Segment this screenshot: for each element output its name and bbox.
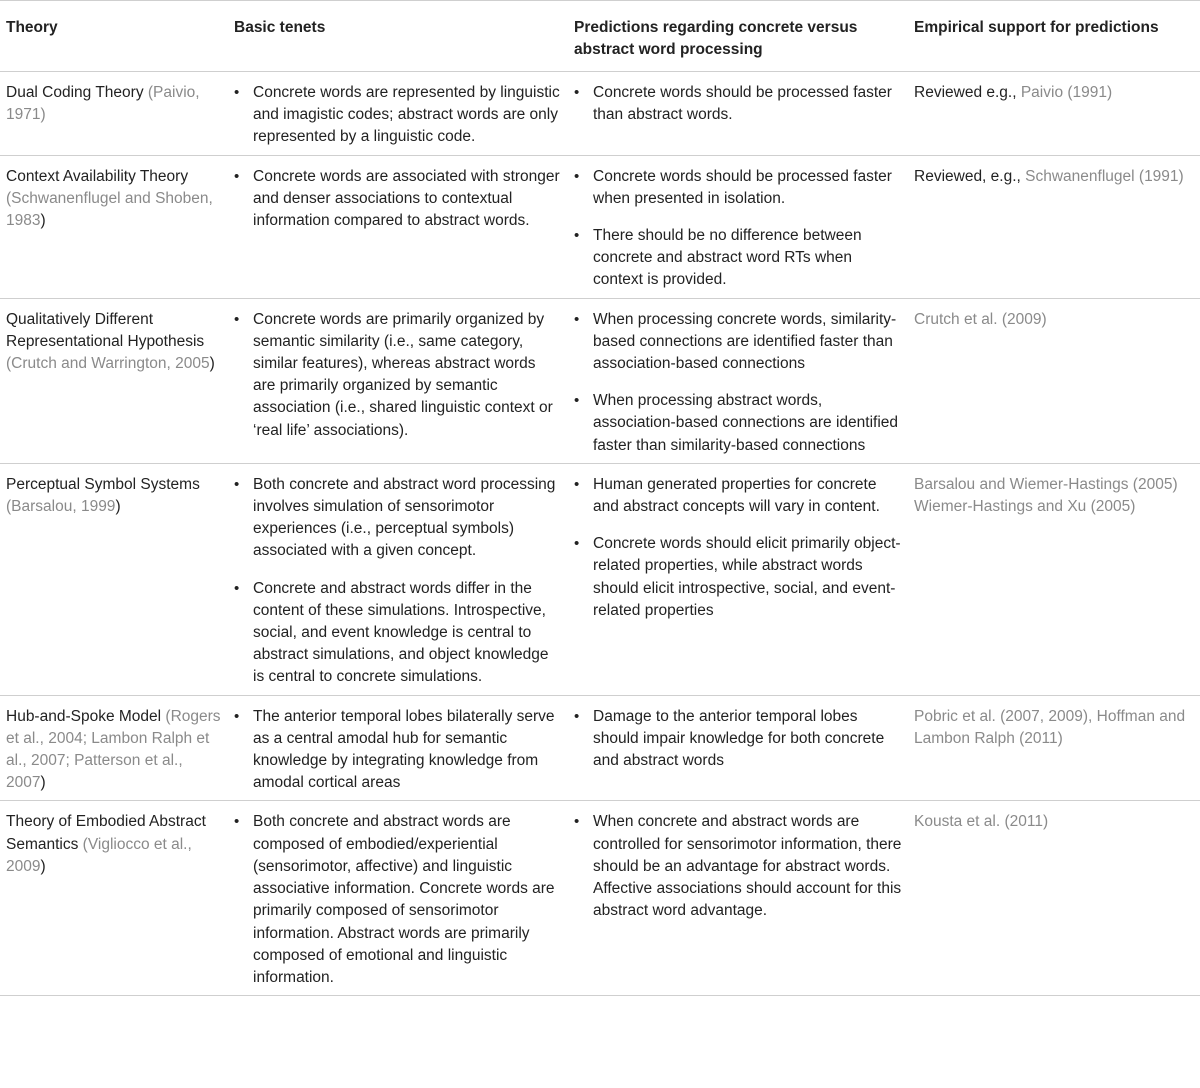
tenet-item: • Concrete words are primarily organized by semantic similarity (i.e., same category, similar features), whereas abstract words are primarily organized by semantic association (i.e., shared linguistic context or ‘real life’ associations).	[234, 309, 562, 442]
theory-citation: (Barsalou, 1999	[6, 498, 116, 516]
tenet-item: • Concrete words are represented by linguistic and imagistic codes; abstract words are only represented by a linguistic code.	[234, 82, 562, 149]
theory-citation-close: )	[115, 498, 121, 516]
theory-citation-close: )	[40, 774, 46, 792]
prediction-list	[574, 166, 902, 292]
tenet-cell	[228, 463, 568, 695]
tenet-item: • Concrete words are associated with stronger and denser associations to contextual information compared to abstract words.	[234, 166, 562, 233]
tenet-list	[234, 82, 562, 149]
table-row	[0, 801, 1200, 996]
theory-citation: (Paivio, 1971)	[6, 84, 200, 124]
support-cell	[908, 72, 1200, 156]
tenet-item: • The anterior temporal lobes bilaterally serve as a central amodal hub for semantic knowledge by integrating knowledge from amodal cortical areas	[234, 706, 562, 795]
theory-cell	[0, 801, 228, 996]
table-body	[0, 72, 1200, 996]
tenet-item: • Both concrete and abstract word processing involves simulation of sensorimotor experiences (i.e., perceptual symbols) associated with a given concept.	[234, 474, 562, 563]
theory-name: Qualitatively Different Representational Hypothesis	[6, 310, 205, 350]
theory-citation-close: )	[40, 857, 46, 875]
theory-cell	[0, 463, 228, 695]
support-cell	[908, 155, 1200, 298]
tenet-list	[234, 166, 562, 233]
theory-name: Hub-and-Spoke Model	[6, 707, 166, 725]
support-cell	[908, 801, 1200, 996]
header-row	[0, 1, 1200, 72]
prediction-list	[574, 309, 902, 457]
tenet-cell	[228, 155, 568, 298]
support-cell	[908, 298, 1200, 463]
table-row	[0, 463, 1200, 695]
prediction-item: • When processing abstract words, association-based connections are identified faster than similarity-based connections	[574, 390, 902, 457]
theory-citation: (Schwanenflugel and Shoben, 1983	[6, 189, 213, 230]
tenet-cell	[228, 72, 568, 156]
prediction-item: • Concrete words should elicit primarily object-related properties, while abstract words should elicit introspective, social, and event-related properties	[574, 533, 902, 622]
prediction-list	[574, 474, 902, 622]
tenet-cell	[228, 695, 568, 801]
tenet-item: • Concrete and abstract words differ in the content of these simulations. Introspective, social, and event knowledge is central to abstract simulations, and object knowledge is central to concrete simulations.	[234, 578, 562, 689]
prediction-cell	[568, 695, 908, 801]
support-prefix: Reviewed e.g.,	[914, 84, 1021, 101]
prediction-cell	[568, 155, 908, 298]
prediction-item: • When concrete and abstract words are controlled for sensorimotor information, there should be an advantage for abstract words. Affective associations should account for this abstract word advantage.	[574, 811, 902, 922]
support-cell	[908, 695, 1200, 801]
prediction-cell	[568, 463, 908, 695]
prediction-list	[574, 811, 902, 922]
tenet-cell	[228, 298, 568, 463]
theory-citation: (Rogers et al., 2004; Lambon Ralph et al., 2007; Patterson et al., 2007	[6, 707, 221, 792]
table-row	[0, 155, 1200, 298]
theory-name: Dual Coding Theory	[6, 84, 148, 101]
support-citation: Paivio (1991)	[1020, 84, 1113, 101]
theory-citation-close: )	[40, 212, 46, 230]
theory-cell	[0, 72, 228, 156]
table-row	[0, 695, 1200, 801]
tenet-cell	[228, 801, 568, 996]
prediction-list	[574, 82, 902, 126]
theory-citation: (Crutch and Warrington, 2005	[6, 355, 210, 373]
prediction-item: • Concrete words should be processed faster when presented in isolation.	[574, 166, 902, 210]
support-cell	[908, 463, 1200, 695]
theory-citation: (Vigliocco et al., 2009	[6, 835, 192, 875]
support-citation: Schwanenflugel (1991)	[1025, 167, 1184, 185]
tenet-list	[234, 811, 562, 989]
prediction-cell	[568, 298, 908, 463]
theory-cell	[0, 695, 228, 801]
theory-name: Perceptual Symbol Systems	[6, 475, 200, 493]
prediction-item: • Damage to the anterior temporal lobes should impair knowledge for both concrete and abstract words	[574, 706, 902, 773]
theory-name: Context Availability Theory	[6, 167, 189, 185]
header-support: Empirical support for predictions	[908, 1, 1200, 72]
prediction-item: • When processing concrete words, similarity-based connections are identified faster than association-based connections	[574, 309, 902, 376]
prediction-cell	[568, 801, 908, 996]
support-citation: Kousta et al. (2011)	[914, 813, 1049, 831]
prediction-list	[574, 706, 902, 773]
prediction-item: • There should be no difference between concrete and abstract word RTs when context is provided.	[574, 225, 902, 292]
theory-citation-close: )	[209, 355, 215, 373]
theory-cell	[0, 298, 228, 463]
tenet-item: • Both concrete and abstract words are composed of embodied/experiential (sensorimotor, affective) and linguistic associative information. Concrete words are primarily composed of sensorimotor information. Abstract words are primarily composed of emotional and linguistic information.	[234, 811, 562, 989]
table-row	[0, 72, 1200, 156]
tenet-list	[234, 706, 562, 795]
support-prefix: Reviewed, e.g.,	[914, 167, 1026, 185]
tenet-list	[234, 474, 562, 689]
tenet-list	[234, 309, 562, 442]
header-tenets: Basic tenets	[228, 1, 568, 72]
prediction-item: • Concrete words should be processed faster than abstract words.	[574, 82, 902, 126]
table-row	[0, 298, 1200, 463]
prediction-item: • Human generated properties for concrete and abstract concepts will vary in content.	[574, 474, 902, 518]
theory-cell	[0, 155, 228, 298]
header-theory: Theory	[0, 1, 228, 72]
support-citation: Pobric et al. (2007, 2009), Hoffman and Lambon Ralph (2011)	[914, 707, 1186, 747]
header-predictions: Predictions regarding concrete versus abstract word processing	[568, 1, 908, 72]
prediction-cell	[568, 72, 908, 156]
support-citation: Barsalou and Wiemer-Hastings (2005) Wiemer-Hastings and Xu (2005)	[914, 475, 1178, 516]
support-citation: Crutch et al. (2009)	[914, 310, 1047, 328]
theory-name: Theory of Embodied Abstract Semantics	[6, 813, 206, 853]
